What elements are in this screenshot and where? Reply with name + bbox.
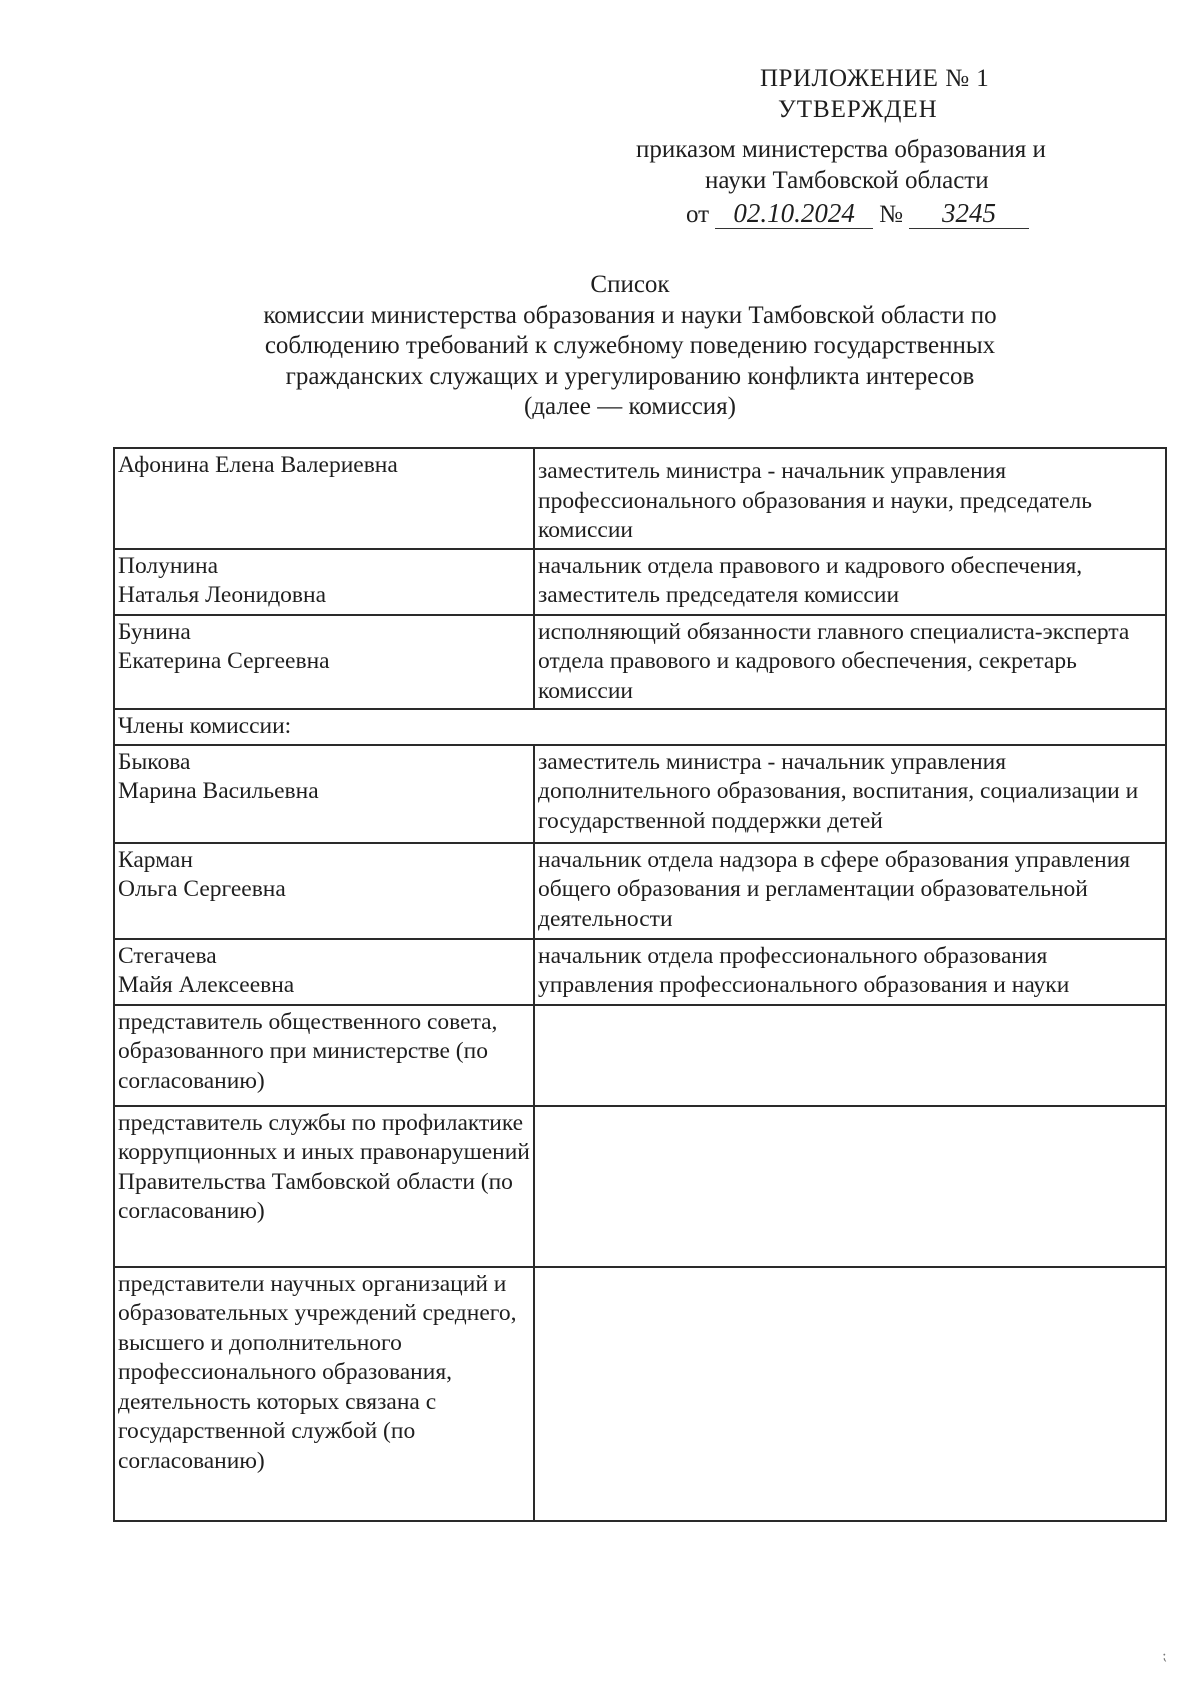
member-position: начальник отдела профессионального образования управления профессионального образования и науки	[534, 939, 1166, 1005]
number-prefix: №	[879, 201, 903, 228]
table-row	[114, 939, 1166, 1005]
title-line-1: Список	[590, 271, 670, 298]
member-position: заместитель министра - начальник управления дополнительного образования, воспитания, социализации и государственной поддержки детей	[534, 745, 1166, 843]
name-line: Афонина Елена Валериевна	[118, 452, 398, 478]
member-name	[114, 615, 534, 710]
member-name	[114, 843, 534, 939]
handwritten-number: 3245	[909, 198, 1029, 229]
member-name	[114, 939, 534, 1005]
given-names: Марина Васильевна	[118, 778, 319, 804]
representative-description: представитель службы по профилактике коррупционных и иных правонарушений Правительства Тамбовской области (по согласованию)	[114, 1106, 534, 1267]
table-row	[114, 843, 1166, 939]
order-line-1: приказом министерства образования и	[636, 136, 1046, 163]
order-line-2: науки Тамбовской области	[705, 167, 989, 194]
member-position: исполняющий обязанности главного специалиста-эксперта отдела правового и кадрового обеспечения, секретарь комиссии	[534, 615, 1166, 710]
members-header: Члены комиссии:	[114, 709, 1166, 745]
member-name	[114, 745, 534, 843]
member-name	[114, 549, 534, 615]
title-line-2: комиссии министерства образования и науки Тамбовской области по	[263, 301, 997, 329]
given-names: Майя Алексеевна	[118, 972, 295, 998]
surname: Стегачева	[118, 942, 217, 969]
member-name	[114, 448, 534, 549]
given-names: Наталья Леонидовна	[118, 582, 327, 608]
document-title	[150, 270, 1110, 423]
given-names: Ольга Сергеевна	[118, 876, 286, 902]
empty-position-cell	[534, 1267, 1166, 1521]
member-position: заместитель министра - начальник управления профессионального образования и науки, председатель комиссии	[534, 448, 1166, 549]
table-row	[114, 549, 1166, 615]
table-row	[114, 745, 1166, 843]
table-row	[114, 615, 1166, 710]
empty-position-cell	[534, 1106, 1166, 1267]
scan-speck: ⁏	[1162, 1649, 1167, 1664]
handwritten-date: 02.10.2024	[715, 198, 873, 229]
table-row	[114, 448, 1166, 549]
approved-label: УТВЕРЖДЕН	[778, 96, 938, 123]
title-line-3: соблюдению требований к служебному поведению государственных	[264, 332, 996, 359]
table-row	[114, 1267, 1166, 1521]
table-row	[114, 1005, 1166, 1106]
given-names: Екатерина Сергеевна	[118, 648, 330, 674]
representative-description: представители научных организаций и образовательных учреждений среднего, высшего и дополнительного профессионального образования, деятельность которых связана с государственной службой (по согласованию)	[114, 1267, 534, 1521]
title-line-4: гражданских служащих и урегулированию конфликта интересов	[285, 362, 975, 390]
surname: Полунина	[118, 552, 219, 579]
appendix-label: ПРИЛОЖЕНИЕ № 1	[760, 65, 990, 92]
commission-table	[113, 447, 1167, 1522]
order-date-line	[686, 198, 1035, 230]
title-line-5: (далее — комиссия)	[523, 393, 737, 420]
empty-position-cell	[534, 1005, 1166, 1106]
representative-description: представитель общественного совета, образованного при министерстве (по согласованию)	[114, 1005, 534, 1106]
surname: Карман	[118, 846, 193, 873]
table-row	[114, 1106, 1166, 1267]
surname: Быкова	[118, 748, 191, 775]
member-position: начальник отдела надзора в сфере образования управления общего образования и регламентации образовательной деятельности	[534, 843, 1166, 939]
members-header-row	[114, 709, 1166, 745]
surname: Бунина	[118, 618, 191, 645]
date-prefix: от	[686, 201, 710, 228]
member-position: начальник отдела правового и кадрового обеспечения, заместитель председателя комиссии	[534, 549, 1166, 615]
